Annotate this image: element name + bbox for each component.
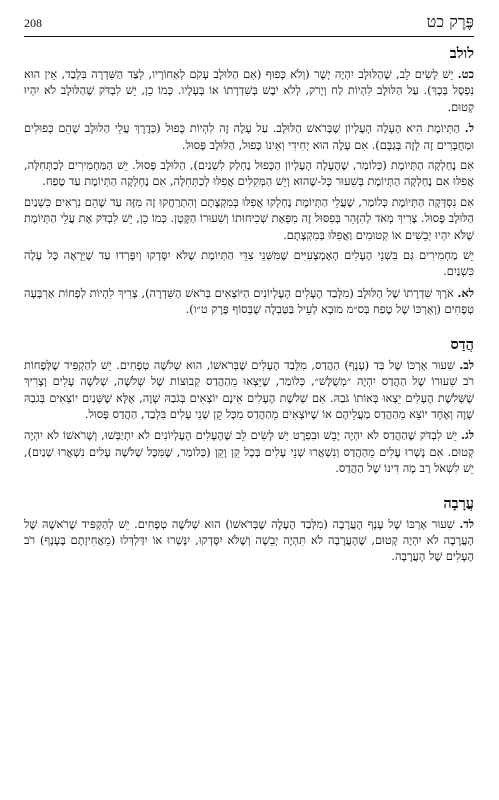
- paragraph: [24, 195, 474, 244]
- page-number: 208: [24, 16, 42, 30]
- page-content: [24, 44, 474, 570]
- section-gap: [24, 323, 474, 335]
- paragraph-text: הַתְּיוֹמֶת הִיא הֶעָלֶה הָעֶלְיוֹן שֶׁבְּרֹאשׁ הַלּוּלָב. עַל עָלֶה זֶה לִהְיוֹת כָּפוּל (כְּדֶרֶךְ עֲלֵי הַלּוּלָב שֶׁהֵם כְּפוּלִים וּמְחֻבָּרִים זֶה לָזֶה בְּגַבָּם). אִם עָלֶה הוּא יְחִידִי וְאֵינוֹ כָּפוּל, הַלּוּלָב פָּסוּל.: [24, 122, 474, 152]
- paragraph-text: שִׁעוּר אָרְכּוֹ שֶׁל בַּד (עָנָף) הַהֲדַס, מִלְּבַד הֶעָלִים שֶׁבְּרֹאשׁוֹ, הוּא שְׁלֹשָׁה טְפָחִים. יֵשׁ לְהַקְפִּיד שֶׁלְּפָחוֹת רֹב שִׁעוּרוֹ שֶׁל הַהֲדַס יִהְיֶה ״מְשֻׁלָּשׁ״, כְּלוֹמַר, שֶׁיֵּצְאוּ מֵהַהֲדַס קְבוּצוֹת שֶׁל שְׁלֹשָׁה, שְׁלֹשָׁה עָלִים וְצָרִיךְ שֶׁשְּׁלֹשֶׁת הֶעָלִים יֵצְאוּ בְּאוֹתוֹ גֹּבַהּ. אִם שְׁלֹשֶׁת הֶעָלִים אֵינָם יוֹצְאִים בְּגֹבַהּ שָׁוֶה, אֶלָּא שֶׁשְּׁנַיִם יוֹצְאִים בְּגֹבַהּ שָׁוֶה וְאֶחָד יוֹצֵא מֵהַהֲדַס מַעֲלֵיהֶם אוֹ שֶׁיּוֹצְאִים מֵהַהֲדַס מִכָּל קֵן שְׁנֵי עָלִים בִּלְבַד, הַהֲדַס פָּסוּל.: [24, 358, 474, 421]
- paragraph: [24, 66, 474, 116]
- paragraph: [24, 158, 474, 191]
- paragraph: [24, 516, 474, 566]
- section-hadas: [24, 335, 474, 478]
- paragraph: [24, 285, 474, 319]
- page-header: [24, 10, 474, 38]
- paragraph: [24, 120, 474, 154]
- paragraph-text: יֵשׁ לָשִׂים לֵב, שֶׁהַלּוּלָב יִהְיֶה יָשָׁר (וְלֹא כָּפוּף (אִם הַלּוּלָב עָקֹם לְאַחוֹרָיו, לְצַד הַשִּׁדְרָה בִּלְבַד, אֵין הוּא נִפְסָל בְּכָךְ). עַל הַלּוּלָב לִהְיוֹת לַח וְיָרֹק, לְלֹא יֹבֶשׁ בְּשִׁדְרָתוֹ אוֹ בְּעָלָיו. כְּמוֹ כֵן, יֵשׁ לִבְדֹּק שֶׁהַלּוּלָב לֹא יִהְיוּ קְטוּם.: [24, 68, 474, 114]
- paragraph-number: לד.: [459, 516, 474, 531]
- paragraph-number: לג.: [461, 428, 474, 443]
- paragraph-number: לא.: [457, 285, 474, 300]
- header-rule: [24, 36, 474, 37]
- paragraph-text: שִׁעוּר אָרְכּוֹ שֶׁל עָנָף הָעֲרָבָה (מִלְּבַד הֶעָלֶה שֶׁבְּרֹאשׁוֹ) הוּא שְׁלֹשָׁה טְפָחִים. יֵשׁ לְהַקְפִּיד שֶׁרֹאשָׁהּ שֶׁל הָעֲרָבָה לֹא יִהְיֶה קָטוּם, שֶׁהָעֲרָבָה לֹא תִּהְיֶה יְבֵשָׁה וְשֶׁלֹּא יִסָּדְקוּ, יִנָּשְׁרוּ אוֹ יִדַּלְדְּלוּ (מֵאֲחִיזָתָם בֶּעָנָף) רֹב הֶעָלִים שֶׁל הָעֲרָבָה.: [24, 517, 474, 564]
- section-heading: עֲרָבָה: [443, 494, 474, 512]
- paragraph: [24, 357, 474, 424]
- chapter-title: פֶּרֶק כט: [426, 12, 474, 31]
- paragraph-text: יֵשׁ לִבְדֹּק שֶׁהַהֲדַס לֹא יִהְיֶה יָבֵשׁ וּבִפְרָט יֵשׁ לָשִׂים לֵב שֶׁהֶעָלִים הָעֶלְיוֹנִים לֹא יִתְיַבְּשׁוּ, וְשֶׁרֹאשׁוֹ לֹא יִהְיֶה קְטוּם. אִם נָשְׁרוּ עָלִים מֵהַהֲדַס וְנִשְׁאֲרוּ שְׁנֵי עָלִים בְּכָל קֵן וָקֵן (כְּלוֹמַר, שֶׁמִּכָּל שְׁלֹשָׁה עָלִים נִשְׁאֲרוּ שְׁנַיִם), יֵשׁ לִשְׁאֹל רַב מָה דִּינוֹ שֶׁל הַהֲדַס.: [24, 429, 474, 476]
- paragraph-number: ל.: [464, 121, 475, 136]
- paragraph-number: לב.: [459, 357, 474, 372]
- paragraph-text: אִם נִסְדְּקָה הַתְּיוֹמֶת כְּלוֹמַר, שֶׁעֲלֵי הַתְּיוֹמֶת נֶחְלְקוּ אֲפִלּוּ בְּמִקְצָתָם וְהִתְרַחֲקוּ זֶה מִזֶּה עַד שֶׁהֵם נִרְאִים כִּשְׁנַיִם הַלּוּלָב פָּסוּל. צָרִיךְ מְאֹד לְהִזָּהֵר בְּפִסּוּל זֶה מִפְּאַת שְׁכִיחוּתוֹ וְשִׁעוּרוֹ הַקָּטָן. כְּמוֹ כֵן, יֵשׁ לִבְדֹּק אֶת עֲלֵי הַתְּיוֹמֶת שֶׁלֹּא יִהְיוּ יְבֵשִׁים אוֹ קְטוּמִים וַאֲפִלּוּ בְּמִקְצָתָם.: [23, 195, 474, 242]
- paragraph: [24, 427, 474, 477]
- paragraph-text: אֹרֶךְ שִׁדְרָתוֹ שֶׁל הַלּוּלָב (מִלְּבַד הֶעָלִים הָעֶלְיוֹנִים הַיּוֹצְאִים בְּרֹאשׁ הַשִּׁדְרָה), צָרִיךְ לִהְיוֹת לְפָחוֹת אַרְבָּעָה טְפָחִים (וְאָרְכּוֹ שֶׁל טֶפַח בְּס״מ מוּבָא לְעֵיל בַּטַּבְלָה שֶׁבְּסוֹף פֶּרֶק ט״ו).: [24, 286, 474, 317]
- paragraph-text: יֵשׁ מַחְמִירִים גַּם בִּשְׁנֵי הֶעָלִים הָאֶמְצָעִיִּים שֶׁמִּשְּׁנֵי צִדֵּי הַתְּיוֹמֶת שֶׁלֹּא יִסָּדְקוּ וְיִפָּרְדוּ עַד שֶׁיֵּרָאֶה כָּל עָלֶה כִּשְׁנַיִם.: [24, 249, 474, 279]
- section-aravah: [24, 494, 474, 566]
- section-heading: הֲדַס: [450, 335, 474, 353]
- section-heading: לולב: [449, 45, 474, 62]
- paragraph: [24, 248, 474, 281]
- paragraph-text: אִם נֶחְלְקָה הַתְּיוֹמֶת (כְּלוֹמַר, שֶׁהֶעָלֶה הָעֶלְיוֹן הַכָּפוּל נֶחְלַק לִשְׁנַיִם), הַלּוּלָב פָּסוּל. יֵשׁ הַמַּחְמִירִים לְכַתְּחִלָּה, אֲפִלּוּ אִם נֶחְלְקָה הַתְּיוֹמֶת בְּשִׁעוּר כָּל-שֶׁהוּא וְיֵשׁ הַמְּקִלִּים אֲפִלּוּ לְכַתְּחִלָּה, אִם נֶחְלְקָה הַתְּיוֹמֶת עַד טֶפַח.: [24, 159, 474, 189]
- paragraph-number: כט.: [457, 67, 475, 81]
- section-gap: [24, 482, 474, 494]
- section-lulav: [24, 44, 474, 319]
